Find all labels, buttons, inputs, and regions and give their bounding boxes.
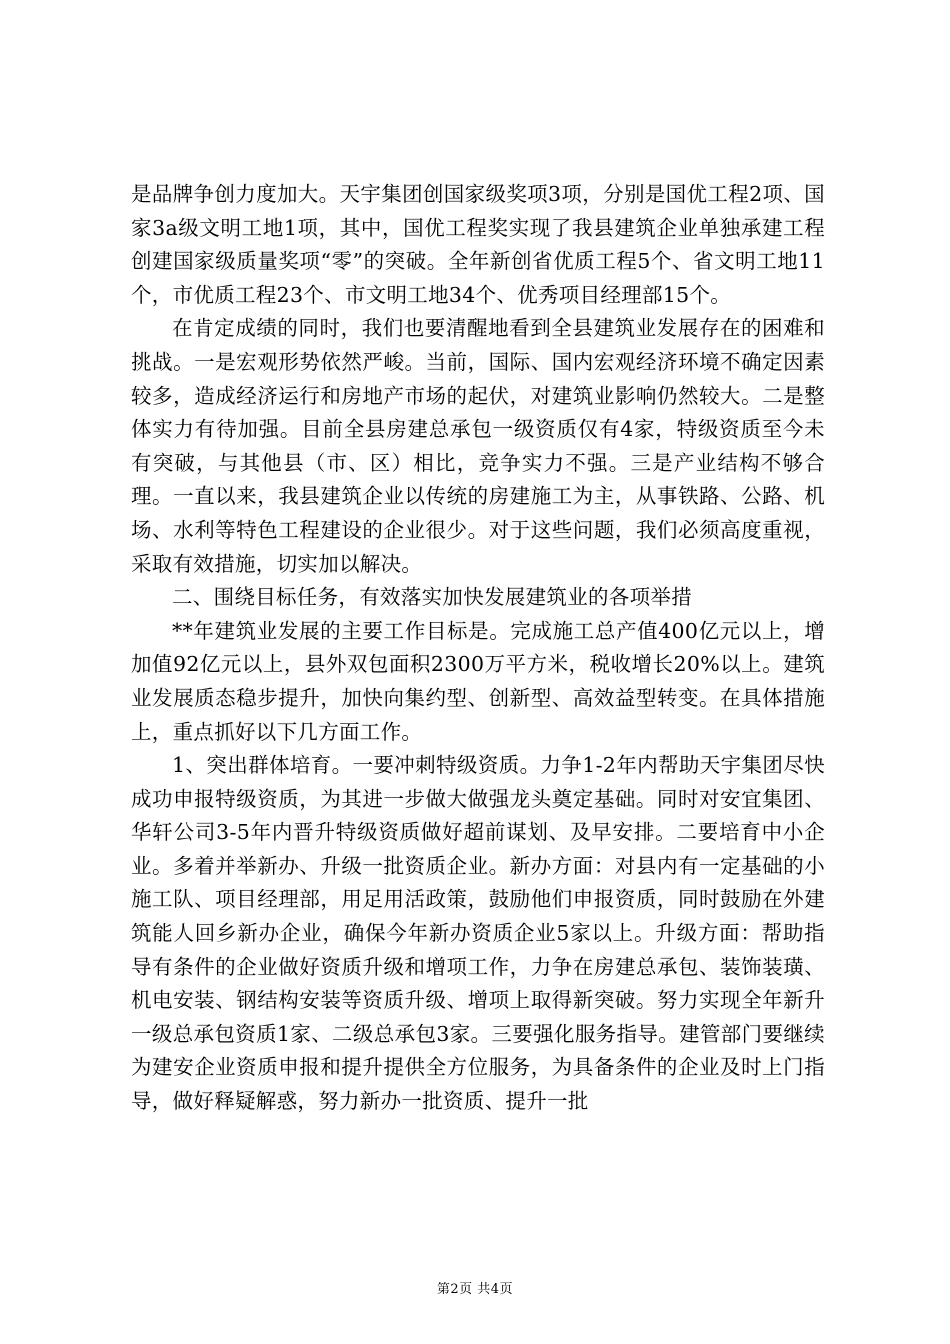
paragraph-measure-1: 1、突出群体培育。一要冲刺特级资质。力争1-2年内帮助天宇集团尽快成功申报特级资质，为其进一步做大做强龙头奠定基础。同时对安宜集团、华轩公司3-5年内晋升特级资质做好超前谋划、及早安排。二要培育中小企业。多着并举新办、升级一批资质企业。新办方面：对县内有一定基础的小施工队、项目经理部，用足用活政策，鼓励他们申报资质，同时鼓励在外建筑能人回乡新办企业，确保今年新办资质企业5家以上。升级方面：帮助指导有条件的企业做好资质升级和增项工作，力争在房建总承包、装饰装璜、机电安装、钢结构安装等资质升级、增项上取得新突破。努力实现全年新升一级总承包资质1家、二级总承包3家。三要强化服务指导。建管部门要继续为建安企业资质申报和提升提供全方位服务，为具备条件的企业及时上门指导，做好释疑解惑，努力新办一批资质、提升一批 [131, 753, 825, 1114]
page-number-footer: 第2页 共4页 [436, 1282, 514, 1297]
document-body [131, 178, 825, 1119]
paragraph-challenges: 在肯定成绩的同时，我们也要清醒地看到全县建筑业发展存在的困难和挑战。一是宏观形势依然严峻。当前，国际、国内宏观经济环境不确定因素较多，造成经济运行和房地产市场的起伏，对建筑业影响仍然较大。二是整体实力有待加强。目前全县房建总承包一级资质仅有4家，特级资质至今未有突破，与其他县（市、区）相比，竞争实力不强。三是产业结构不够合理。一直以来，我县建筑企业以传统的房建施工为主，从事铁路、公路、机场、水利等特色工程建设的企业很少。对于这些问题，我们必须高度重视，采取有效措施，切实加以解决。 [131, 316, 825, 576]
paragraph-targets: **年建筑业发展的主要工作目标是。完成施工总产值400亿元以上，增加值92亿元以上，县外双包面积2300万平方米，税收增长20%以上。建筑业发展质态稳步提升，加快向集约型、创新型、高效益型转变。在具体措施上，重点抓好以下几方面工作。 [131, 618, 825, 744]
paragraph-achievements-continued: 是品牌争创力度加大。天宇集团创国家级奖项3项，分别是国优工程2项、国家3a级文明工地1项，其中，国优工程奖实现了我县建筑企业单独承建工程创建国家级质量奖项“零”的突破。全年新创省优质工程5个、省文明工地11个，市优质工程23个、市文明工地34个、优秀项目经理部15个。 [131, 182, 825, 307]
section-heading-2: 二、围绕目标任务，有效落实加快发展建筑业的各项举措 [172, 585, 692, 610]
